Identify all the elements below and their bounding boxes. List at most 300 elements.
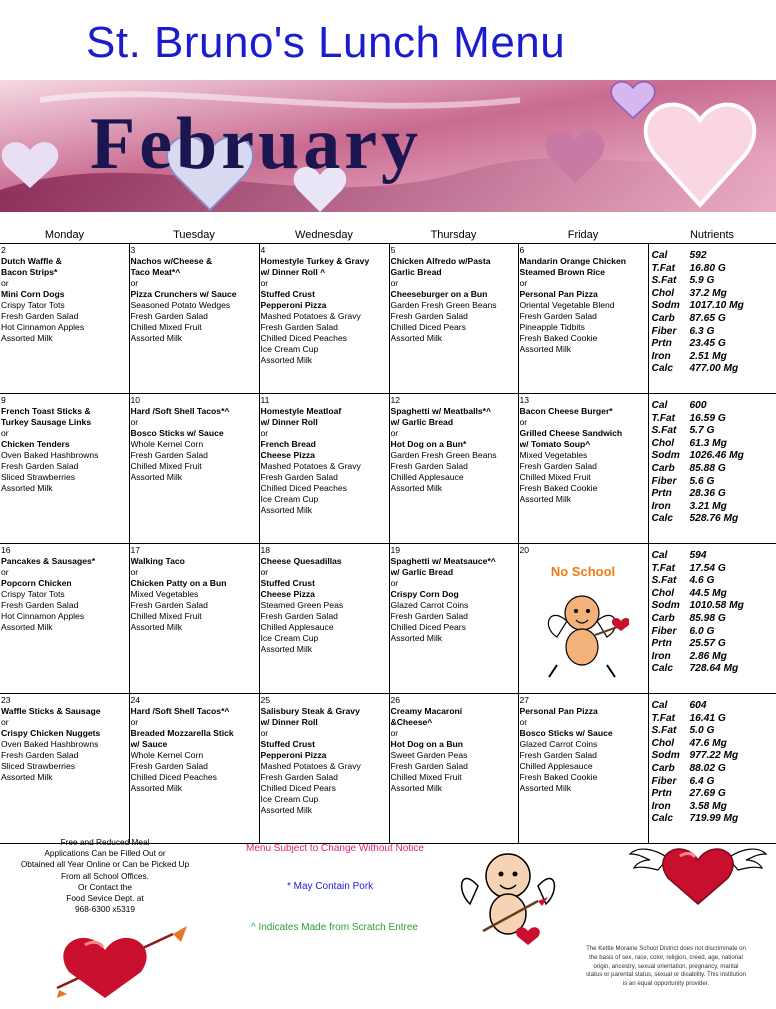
menu-item: or xyxy=(130,417,139,427)
nutrient-value: 16.41 G xyxy=(689,712,726,724)
nutrient-row xyxy=(652,288,776,301)
menu-item: Hot Cinnamon Apples xyxy=(1,611,85,621)
weekday-header-row xyxy=(0,226,776,244)
col-header-friday: Friday xyxy=(518,226,648,244)
nutrient-value: 44.5 Mg xyxy=(689,587,727,599)
menu-item: Assorted Milk xyxy=(130,783,183,793)
entree-item: Cheese Pizza xyxy=(260,589,315,599)
nutrient-row xyxy=(652,563,776,576)
nutrient-value: 977.22 Mg xyxy=(689,750,739,762)
nutrient-row xyxy=(652,588,776,601)
entree-item: Creamy Macaroni xyxy=(390,706,463,716)
menu-item: Assorted Milk xyxy=(390,783,443,793)
nutrient-value: 85.98 G xyxy=(689,612,726,624)
entree-item: Pizza Crunchers w/ Sauce xyxy=(130,289,237,299)
nutrient-value: 85.88 G xyxy=(689,462,726,474)
cupid-icon xyxy=(458,846,558,946)
week-row xyxy=(0,244,776,394)
day-number: 10 xyxy=(130,395,141,405)
nutrient-value: 528.76 Mg xyxy=(689,513,739,525)
day-cell xyxy=(389,694,518,844)
day-number: 12 xyxy=(390,395,401,405)
menu-item: Ice Cream Cup xyxy=(260,494,319,504)
nutrient-label: Sodm xyxy=(651,600,680,612)
menu-item: Chilled Diced Peaches xyxy=(130,772,217,782)
nondiscrimination-statement xyxy=(560,945,772,989)
day-number: 20 xyxy=(519,545,530,555)
menu-item: or xyxy=(130,278,139,288)
menu-item: or xyxy=(519,417,528,427)
nutrient-row xyxy=(652,263,776,276)
day-cell xyxy=(389,544,518,694)
day-cell xyxy=(518,544,648,694)
entree-item: French Bread xyxy=(260,439,316,449)
nutrient-label: S.Fat xyxy=(651,275,677,287)
nutrient-row xyxy=(652,400,776,413)
nutrient-label: Chol xyxy=(651,437,675,449)
nutrient-label: S.Fat xyxy=(651,575,677,587)
entree-item: Stuffed Crust xyxy=(260,289,315,299)
nutrient-label: Prtn xyxy=(651,488,672,500)
nutrient-label: Iron xyxy=(651,650,671,662)
day-number: 24 xyxy=(130,695,141,705)
menu-item: Assorted Milk xyxy=(390,483,443,493)
entree-item: Mandarin Orange Chicken xyxy=(519,256,626,266)
entree-item: Pepperoni Pizza xyxy=(260,750,327,760)
nutrient-value: 5.9 G xyxy=(689,275,715,287)
day-cell xyxy=(389,244,518,394)
legal-line: status or parental status, sexual or disability. This institution xyxy=(586,971,746,979)
nutrients-cell xyxy=(648,544,776,694)
menu-item: Assorted Milk xyxy=(260,355,313,365)
banner-month: February xyxy=(90,103,423,185)
nutrient-row xyxy=(652,713,776,726)
menu-item: or xyxy=(519,278,528,288)
entree-item: w/ Dinner Roll xyxy=(260,417,318,427)
day-cell xyxy=(129,244,259,394)
heart-arrow-icon xyxy=(55,920,190,1000)
nutrient-value: 6.0 G xyxy=(689,625,715,637)
entree-item: &Cheese^ xyxy=(390,717,433,727)
free-meal-line: Obtained all Year Online or Can be Picked Up xyxy=(20,859,190,870)
menu-item: Ice Cream Cup xyxy=(260,633,319,643)
day-number: 27 xyxy=(519,695,530,705)
nutrient-value: 592 xyxy=(689,250,707,261)
menu-item: Assorted Milk xyxy=(1,772,53,782)
menu-item: Hot Cinnamon Apples xyxy=(1,322,85,332)
entree-item: Crispy Chicken Nuggets xyxy=(1,728,101,738)
nutrient-label: Calc xyxy=(651,513,674,525)
menu-item: Fresh Baked Cookie xyxy=(519,483,598,493)
menu-item: Chilled Diced Pears xyxy=(390,322,466,332)
nutrient-value: 17.54 G xyxy=(689,562,726,574)
nutrient-value: 604 xyxy=(689,700,707,711)
day-cell xyxy=(0,394,129,544)
menu-item: Garden Fresh Green Beans xyxy=(390,300,497,310)
nutrient-value: 6.3 G xyxy=(689,325,715,337)
nutrient-label: Fiber xyxy=(651,475,677,487)
nutrient-row xyxy=(652,788,776,801)
legal-line: the basis of sex, race, color, religion, creed, age, national xyxy=(589,953,743,961)
day-number: 11 xyxy=(260,395,270,405)
entree-item: Steamed Brown Rice xyxy=(519,267,605,277)
col-header-nutrients: Nutrients xyxy=(648,226,776,244)
nutrient-value: 5.6 G xyxy=(689,475,715,487)
menu-item: Fresh Baked Cookie xyxy=(519,333,598,343)
day-cell xyxy=(129,694,259,844)
entree-item: Chicken Alfredo w/Pasta xyxy=(390,256,491,266)
entree-item: Pepperoni Pizza xyxy=(260,300,327,310)
menu-item: or xyxy=(130,567,139,577)
menu-item: Fresh Garden Salad xyxy=(130,600,208,610)
menu-item: Oriental Vegetable Blend xyxy=(519,300,615,310)
february-banner xyxy=(0,80,776,218)
menu-item: Mixed Vegetables xyxy=(130,589,199,599)
legal-line: origin, ancestry, sexual orientation, pregnancy, marital xyxy=(593,962,739,970)
free-meal-line: Free and Reduced Meal xyxy=(60,837,150,847)
nutrient-row xyxy=(652,450,776,463)
nutrient-label: Chol xyxy=(651,587,675,599)
entree-item: Chicken Patty on a Bun xyxy=(130,578,227,588)
nutrient-label: Carb xyxy=(651,612,675,624)
legal-line: The Kettle Moraine School District does not discriminate on xyxy=(586,945,746,952)
menu-item: Assorted Milk xyxy=(130,333,183,343)
nutrients-cell xyxy=(648,244,776,394)
nutrient-row xyxy=(652,738,776,751)
menu-item: Assorted Milk xyxy=(1,333,53,343)
day-cell xyxy=(129,544,259,694)
menu-item: Fresh Garden Salad xyxy=(519,461,597,471)
entree-item: Bacon Strips* xyxy=(1,267,58,277)
menu-item: or xyxy=(1,428,9,438)
day-number: 26 xyxy=(390,695,401,705)
menu-item: or xyxy=(390,728,399,738)
menu-item: or xyxy=(390,278,399,288)
nutrient-value: 2.51 Mg xyxy=(689,350,727,362)
nutrient-row xyxy=(652,626,776,639)
nutrient-value: 3.21 Mg xyxy=(689,500,727,512)
no-school-label: No School xyxy=(550,564,616,579)
nutrient-row xyxy=(652,363,776,376)
col-header-thursday: Thursday xyxy=(389,226,518,244)
nutrient-label: Carb xyxy=(651,462,675,474)
nutrient-value: 87.65 G xyxy=(689,312,726,324)
menu-item: Chilled Diced Pears xyxy=(260,783,336,793)
day-number: 5 xyxy=(390,245,396,255)
entree-item: Stuffed Crust xyxy=(260,739,315,749)
menu-item: Whole Kernel Corn xyxy=(130,439,204,449)
menu-item: Assorted Milk xyxy=(519,494,572,504)
entree-item: Salisbury Steak & Gravy xyxy=(260,706,360,716)
menu-item: Fresh Garden Salad xyxy=(130,450,208,460)
menu-item: Chilled Applesauce xyxy=(390,472,464,482)
nutrient-label: Cal xyxy=(651,400,668,411)
entree-item: Garlic Bread xyxy=(390,267,442,277)
menu-item: Chilled Applesauce xyxy=(519,761,593,771)
nutrients-cell xyxy=(648,694,776,844)
menu-item: Mixed Vegetables xyxy=(519,450,588,460)
menu-item: Assorted Milk xyxy=(130,472,183,482)
menu-item: Fresh Garden Salad xyxy=(1,461,79,471)
day-cell xyxy=(0,244,129,394)
entree-item: Bacon Cheese Burger* xyxy=(519,406,613,416)
nutrient-row xyxy=(652,700,776,713)
menu-item: Chilled Diced Peaches xyxy=(260,483,347,493)
nutrient-label: Iron xyxy=(651,350,671,362)
nutrients-cell xyxy=(648,394,776,544)
menu-item: Glazed Carrot Coins xyxy=(519,739,598,749)
free-meal-line: 968-6300 x5319 xyxy=(75,904,135,915)
entree-item: Popcorn Chicken xyxy=(1,578,72,588)
nutrient-label: Calc xyxy=(651,813,674,825)
nutrient-row xyxy=(652,338,776,351)
scratch-note: ^ Indicates Made from Scratch Entree xyxy=(251,922,418,933)
nutrient-value: 3.58 Mg xyxy=(689,800,727,812)
menu-item: Fresh Garden Salad xyxy=(260,322,338,332)
nutrient-label: Sodm xyxy=(651,750,680,762)
nutrient-row xyxy=(652,501,776,514)
day-number: 6 xyxy=(519,245,525,255)
menu-item: Fresh Baked Cookie xyxy=(519,772,598,782)
nutrient-label: Fiber xyxy=(651,775,677,787)
menu-item: Fresh Garden Salad xyxy=(130,311,208,321)
menu-item: Fresh Garden Salad xyxy=(519,311,597,321)
entree-item: Hot Dog on a Bun xyxy=(390,739,464,749)
menu-item: or xyxy=(390,578,399,588)
menu-item: Chilled Mixed Fruit xyxy=(519,472,591,482)
menu-item: Fresh Garden Salad xyxy=(260,772,338,782)
menu-item: Steamed Green Peas xyxy=(260,600,344,610)
day-cell xyxy=(129,394,259,544)
nutrient-label: Sodm xyxy=(651,450,680,462)
nutrient-value: 477.00 Mg xyxy=(689,363,739,375)
day-cell xyxy=(518,694,648,844)
menu-item: Fresh Garden Salad xyxy=(260,611,338,621)
menu-item: or xyxy=(260,728,269,738)
pork-note: * May Contain Pork xyxy=(287,881,374,892)
menu-item: Chilled Diced Pears xyxy=(390,622,466,632)
menu-item: Fresh Garden Salad xyxy=(390,611,468,621)
nutrient-label: Iron xyxy=(651,800,671,812)
nutrient-row xyxy=(652,275,776,288)
nutrient-label: Fiber xyxy=(651,325,677,337)
menu-item: Assorted Milk xyxy=(260,805,313,815)
menu-item: Assorted Milk xyxy=(260,505,313,515)
entree-item: Turkey Sausage Links xyxy=(1,417,92,427)
nutrient-label: Cal xyxy=(651,250,668,261)
menu-item: Fresh Garden Salad xyxy=(519,750,597,760)
nutrient-row xyxy=(652,575,776,588)
entree-item: Hard /Soft Shell Tacos*^ xyxy=(130,406,230,416)
menu-item: Assorted Milk xyxy=(1,622,53,632)
col-header-wednesday: Wednesday xyxy=(259,226,389,244)
nutrient-label: T.Fat xyxy=(651,562,676,574)
nutrient-row xyxy=(652,463,776,476)
nutrient-label: Carb xyxy=(651,762,675,774)
menu-item: Fresh Garden Salad xyxy=(390,311,468,321)
nutrient-value: 2.86 Mg xyxy=(689,650,727,662)
menu-item: Sliced Strawberries xyxy=(1,761,76,771)
nutrient-label: T.Fat xyxy=(651,262,676,274)
day-cell xyxy=(259,244,389,394)
menu-item: or xyxy=(1,567,9,577)
menu-item: Fresh Garden Salad xyxy=(1,750,79,760)
nutrient-value: 16.80 G xyxy=(689,262,726,274)
nutrient-label: Prtn xyxy=(651,338,672,350)
nutrient-row xyxy=(652,313,776,326)
nutrient-value: 25.57 G xyxy=(689,638,726,650)
free-meal-line: Or Contact the xyxy=(78,881,132,892)
menu-item: Fresh Garden Salad xyxy=(390,461,468,471)
day-cell xyxy=(259,694,389,844)
menu-item: Assorted Milk xyxy=(260,644,313,654)
day-number: 4 xyxy=(260,245,266,255)
nutrient-value: 1026.46 Mg xyxy=(689,450,744,462)
day-number: 13 xyxy=(519,395,530,405)
nutrient-value: 61.3 Mg xyxy=(689,437,727,449)
entree-item: w/ Garlic Bread xyxy=(390,567,454,577)
menu-item: Sweet Garden Peas xyxy=(390,750,468,760)
day-number: 18 xyxy=(260,545,271,555)
free-meal-line: Food Sevice Dept. at xyxy=(66,893,144,904)
menu-item: Chilled Mixed Fruit xyxy=(130,322,202,332)
nutrient-label: Carb xyxy=(651,312,675,324)
entree-item: Grilled Cheese Sandwich xyxy=(519,428,623,438)
nutrient-row xyxy=(652,725,776,738)
entree-item: Spaghetti w/ Meatsauce*^ xyxy=(390,556,496,566)
nutrient-value: 719.99 Mg xyxy=(689,813,739,825)
menu-item: Fresh Garden Salad xyxy=(1,311,79,321)
menu-item: or xyxy=(130,717,139,727)
menu-item: Assorted Milk xyxy=(130,622,183,632)
menu-item: Sliced Strawberries xyxy=(1,472,76,482)
entree-item: Cheeseburger on a Bun xyxy=(390,289,488,299)
legal-line: is an equal opportunity provider. xyxy=(622,980,710,988)
nutrient-value: 5.7 G xyxy=(689,425,715,437)
nutrient-label: Prtn xyxy=(651,788,672,800)
nutrient-label: Calc xyxy=(651,363,674,375)
menu-item: Seasoned Potato Wedges xyxy=(130,300,231,310)
nutrient-value: 28.36 G xyxy=(689,488,726,500)
day-number: 3 xyxy=(130,245,136,255)
menu-item: or xyxy=(1,278,9,288)
menu-item: Chilled Diced Peaches xyxy=(260,333,347,343)
entree-item: w/ Garlic Bread xyxy=(390,417,454,427)
nutrient-value: 1017.10 Mg xyxy=(689,300,744,312)
menu-item: Mashed Potatoes & Gravy xyxy=(260,311,361,321)
nutrient-row xyxy=(652,550,776,563)
entree-item: Stuffed Crust xyxy=(260,578,315,588)
nutrient-row xyxy=(652,801,776,814)
nutrient-row xyxy=(652,750,776,763)
week-row xyxy=(0,394,776,544)
menu-item: or xyxy=(519,717,528,727)
col-header-tuesday: Tuesday xyxy=(129,226,259,244)
day-cell xyxy=(389,394,518,544)
nutrient-value: 47.6 Mg xyxy=(689,737,727,749)
menu-item: Pineapple Tidbits xyxy=(519,322,585,332)
menu-item: Fresh Garden Salad xyxy=(260,472,338,482)
menu-item: Fresh Garden Salad xyxy=(130,761,208,771)
nutrient-row xyxy=(652,488,776,501)
entree-item: Homestyle Meatloaf xyxy=(260,406,342,416)
entree-item: w/ Dinner Roll xyxy=(260,717,318,727)
day-cell xyxy=(0,544,129,694)
entree-item: Crispy Corn Dog xyxy=(390,589,459,599)
entree-item: Mini Corn Dogs xyxy=(1,289,65,299)
nutrient-label: Prtn xyxy=(651,638,672,650)
entree-item: Homestyle Turkey & Gravy xyxy=(260,256,370,266)
menu-item: Assorted Milk xyxy=(519,783,572,793)
menu-item: Oven Baked Hashbrowns xyxy=(1,450,99,460)
free-meal-info xyxy=(0,837,210,915)
entree-item: Pancakes & Sausages* xyxy=(1,556,96,566)
entree-item: w/ Dinner Roll ^ xyxy=(260,267,326,277)
day-number: 19 xyxy=(390,545,401,555)
day-cell xyxy=(259,544,389,694)
menu-item: Fresh Garden Salad xyxy=(1,600,79,610)
menu-item: Mashed Potatoes & Gravy xyxy=(260,461,361,471)
nutrient-row xyxy=(652,351,776,364)
menu-item: Chilled Mixed Fruit xyxy=(390,772,462,782)
nutrient-row xyxy=(652,813,776,826)
nutrient-row xyxy=(652,438,776,451)
nutrient-value: 6.4 G xyxy=(689,775,715,787)
nutrient-label: T.Fat xyxy=(651,712,676,724)
day-number: 25 xyxy=(260,695,271,705)
nutrient-label: T.Fat xyxy=(651,412,676,424)
menu-title: St. Bruno's Lunch Menu xyxy=(86,18,566,67)
day-number: 17 xyxy=(130,545,141,555)
nutrient-value: 27.69 G xyxy=(689,788,726,800)
menu-item: Assorted Milk xyxy=(519,344,572,354)
menu-item: Garden Fresh Green Beans xyxy=(390,450,497,460)
menu-item: Fresh Garden Salad xyxy=(390,761,468,771)
winged-heart-icon xyxy=(628,838,768,908)
entree-item: Dutch Waffle & xyxy=(1,256,62,266)
entree-item: Personal Pan Pizza xyxy=(519,706,598,716)
nutrient-label: S.Fat xyxy=(651,725,677,737)
menu-item: or xyxy=(260,428,269,438)
nutrient-row xyxy=(652,651,776,664)
nutrient-value: 88.02 G xyxy=(689,762,726,774)
entree-item: Hot Dog on a Bun* xyxy=(390,439,467,449)
menu-item: Oven Baked Hashbrowns xyxy=(1,739,99,749)
entree-item: Taco Meat*^ xyxy=(130,267,181,277)
menu-change-note: Menu Subject to Change Without Notice xyxy=(246,843,424,854)
nutrient-value: 37.2 Mg xyxy=(689,287,727,299)
entree-item: Waffle Sticks & Sausage xyxy=(1,706,101,716)
nutrient-label: Chol xyxy=(651,287,675,299)
entree-item: Nachos w/Cheese & xyxy=(130,256,213,266)
menu-item: Ice Cream Cup xyxy=(260,794,319,804)
nutrient-label: Sodm xyxy=(651,300,680,312)
entree-item: Bosco Sticks w/ Sauce xyxy=(519,728,613,738)
nutrient-value: 600 xyxy=(689,400,707,411)
menu-item: Glazed Carrot Coins xyxy=(390,600,469,610)
free-meal-line: Applications Can be Filled Out or xyxy=(44,848,166,859)
cupid-icon xyxy=(537,583,629,683)
entree-item: Personal Pan Pizza xyxy=(519,289,598,299)
day-number: 2 xyxy=(1,245,6,255)
nutrient-row xyxy=(652,413,776,426)
col-header-monday: Monday xyxy=(0,226,129,244)
nutrient-row xyxy=(652,425,776,438)
nutrient-row xyxy=(652,663,776,676)
week-row xyxy=(0,544,776,694)
menu-item: or xyxy=(260,278,269,288)
nutrient-label: S.Fat xyxy=(651,425,677,437)
